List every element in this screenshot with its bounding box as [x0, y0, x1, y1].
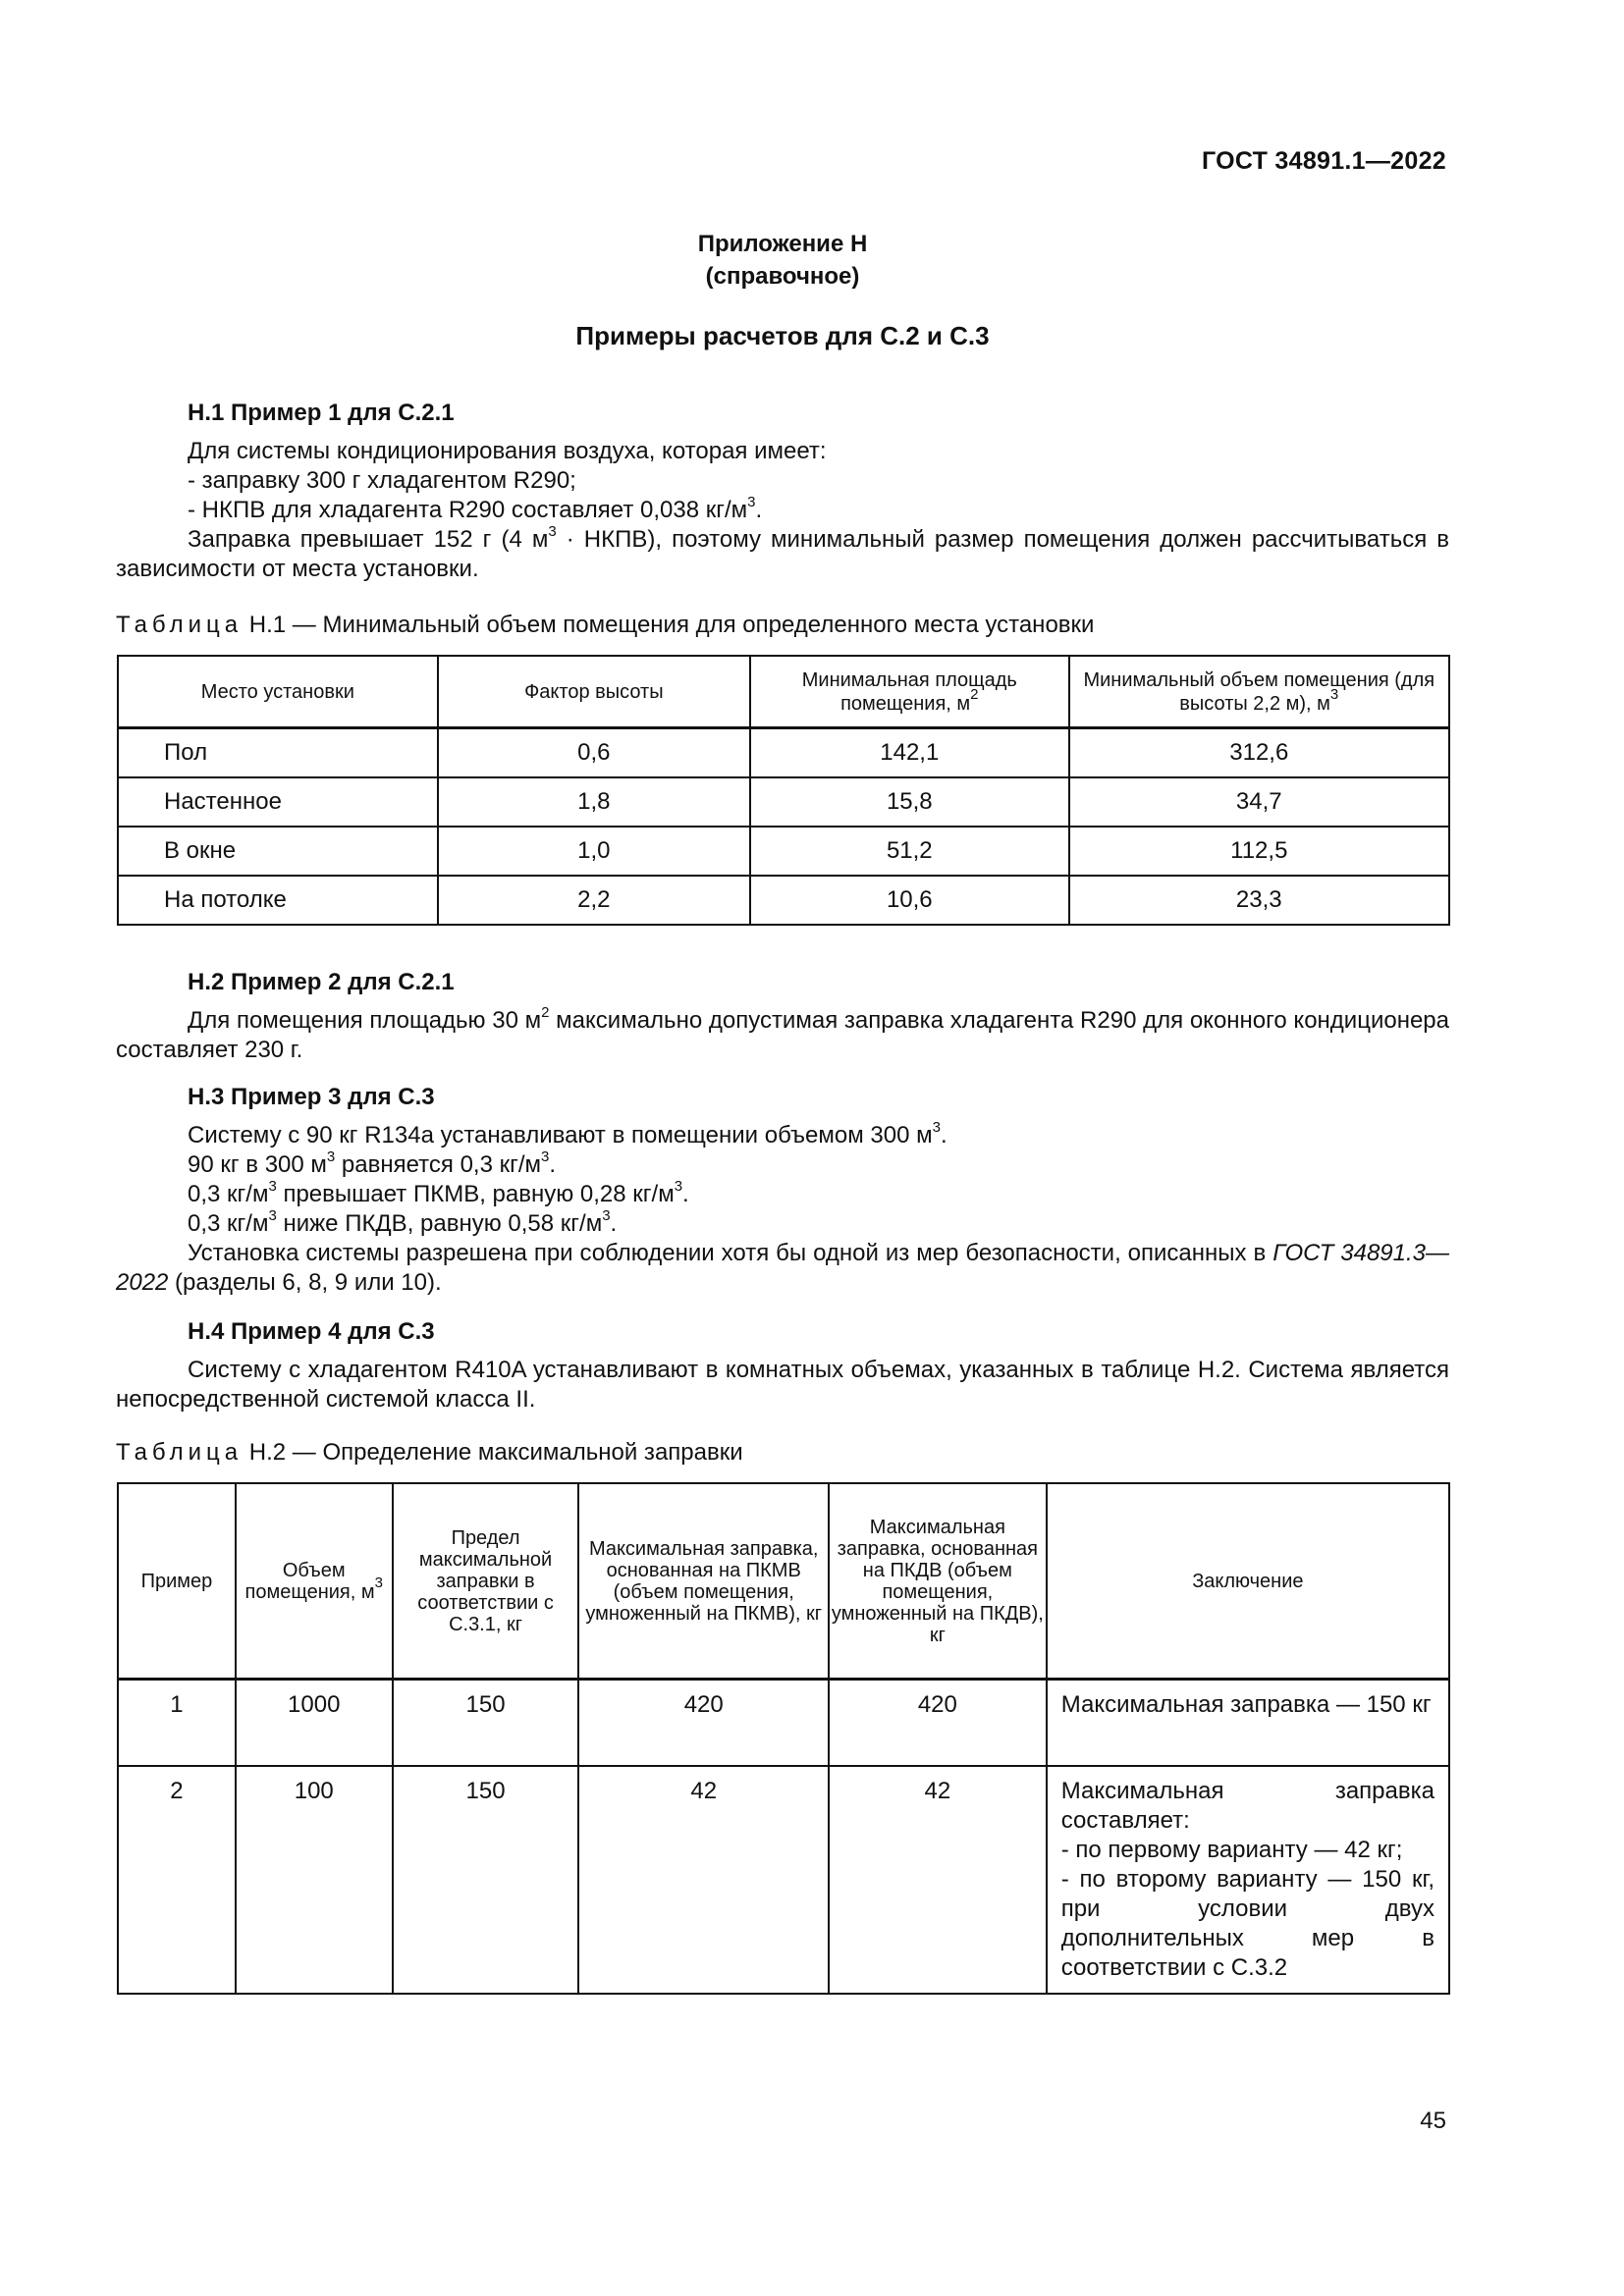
- section-h3-line1: [116, 1121, 1449, 1150]
- annex-heading: Примеры расчетов для С.2 и С.3: [575, 321, 990, 350]
- superscript: 3: [268, 1207, 277, 1224]
- table1-header-min-volume-text: Минимальный объем помещения (для высоты 2,2 м), м: [1083, 668, 1435, 715]
- table2-cell-pkmv: 420: [578, 1680, 829, 1767]
- table1-cell-area: 142,1: [750, 728, 1069, 778]
- table2-cell-example: 1: [118, 1680, 236, 1767]
- table1-caption-text: Н.1 — Минимальный объем помещения для определенного места установки: [248, 612, 1095, 638]
- superscript: 3: [932, 1119, 941, 1136]
- period: .: [610, 1210, 618, 1237]
- page-number: 45: [1420, 2108, 1446, 2134]
- section-h1-heading: Н.1 Пример 1 для С.2.1: [188, 400, 455, 426]
- table1-cell-factor: 1,8: [438, 777, 750, 827]
- section-h3-line5-text: Установка системы разрешена при соблюдении хотя бы одной из мер безопасности, описанных в: [188, 1240, 1267, 1266]
- table1-header-min-volume: [1069, 656, 1449, 728]
- table2-caption-word: Таблица: [116, 1439, 244, 1466]
- section-h4: [116, 1317, 1449, 1415]
- table-max-charge: [117, 1482, 1450, 1995]
- section-h4-heading: Н.4 Пример 4 для С.3: [188, 1318, 435, 1345]
- section-h3-line4-b: ниже ПКДВ, равную 0,58 кг/м: [276, 1210, 603, 1237]
- table1-cell-area: 15,8: [750, 777, 1069, 827]
- section-h3-line2: [116, 1150, 1449, 1180]
- superscript: 3: [747, 494, 756, 510]
- section-h2-heading: Н.2 Пример 2 для С.2.1: [188, 969, 455, 995]
- table2-cell-volume: 1000: [236, 1680, 393, 1767]
- table1-cell-location: Пол: [118, 728, 438, 778]
- document-code: ГОСТ 34891.1—2022: [1201, 147, 1446, 175]
- superscript: 2: [541, 1004, 550, 1021]
- table-row: [118, 1680, 1449, 1767]
- table2-cell-conclusion: [1047, 1680, 1449, 1767]
- section-h1-line2: - заправку 300 г хладагентом R290;: [188, 467, 576, 494]
- section-h2-text-post: максимально допустимая заправка хладагента R290 для оконного кондиционера составляет 230 г.: [116, 1007, 1449, 1063]
- table1-cell-area: 10,6: [750, 876, 1069, 925]
- table1-cell-factor: 0,6: [438, 728, 750, 778]
- table-row: [118, 827, 1449, 876]
- table2-header-max-pkmv: Максимальная заправка, основанная на ПКМВ (объем помещения, умноженный на ПКМВ), кг: [578, 1483, 829, 1680]
- table2-caption: [116, 1439, 743, 1467]
- table2-header-row: [118, 1483, 1449, 1680]
- table1-cell-volume: 34,7: [1069, 777, 1449, 827]
- superscript: 3: [541, 1148, 550, 1165]
- table1-cell-factor: 1,0: [438, 827, 750, 876]
- section-h1-line3-text: - НКПВ для хладагента R290 составляет 0,038 кг/м: [188, 497, 748, 523]
- section-h3-line5: [116, 1239, 1449, 1298]
- table2-cell-pkdv: 42: [829, 1766, 1047, 1994]
- table2-header-limit: Предел максимальной заправки в соответствии с С.3.1, кг: [393, 1483, 579, 1680]
- table1-header-min-area-text: Минимальная площадь помещения, м: [801, 668, 1017, 715]
- period: .: [940, 1122, 947, 1148]
- table2-header-conclusion: Заключение: [1047, 1483, 1449, 1680]
- table1-cell-area: 51,2: [750, 827, 1069, 876]
- section-h1: [116, 399, 1449, 584]
- table-row: [118, 876, 1449, 925]
- superscript: 3: [326, 1148, 336, 1165]
- table1-header-row: [118, 656, 1449, 728]
- annex-title: Приложение Н: [697, 231, 868, 257]
- superscript: 3: [1329, 685, 1339, 703]
- table-row: [118, 1766, 1449, 1994]
- section-h1-line4-text: Заправка превышает 152 г (4 м: [188, 526, 549, 553]
- standard-reference: ГОСТ 34891.3—2022: [116, 1240, 1450, 1296]
- section-h2-text-pre: Для помещения площадью 30 м: [188, 1007, 542, 1034]
- table1-cell-factor: 2,2: [438, 876, 750, 925]
- table1-cell-location: В окне: [118, 827, 438, 876]
- superscript: 3: [548, 523, 557, 540]
- table2-cell-pkdv: 420: [829, 1680, 1047, 1767]
- section-h3-line2-a: 90 кг в 300 м: [188, 1151, 327, 1178]
- superscript: 3: [674, 1178, 683, 1195]
- conclusion-line: Максимальная заправка составляет:: [1060, 1778, 1435, 1834]
- table2-header-volume-text: Объем помещения, м: [244, 1559, 375, 1603]
- table2-cell-conclusion: [1047, 1766, 1449, 1994]
- section-h3: [116, 1083, 1449, 1298]
- superscript: 2: [970, 685, 979, 703]
- section-h1-line1: Для системы кондиционирования воздуха, которая имеет:: [188, 438, 827, 464]
- table1-cell-volume: 112,5: [1069, 827, 1449, 876]
- section-h3-line3-b: превышает ПКМВ, равную 0,28 кг/м: [276, 1181, 675, 1207]
- table1-cell-location: На потолке: [118, 876, 438, 925]
- section-h3-line5-tail: (разделы 6, 8, 9 или 10).: [168, 1269, 442, 1296]
- superscript: 3: [374, 1574, 383, 1591]
- table1-header-height-factor: Фактор высоты: [438, 656, 750, 728]
- table1-header-location: Место установки: [118, 656, 438, 728]
- annex-subtitle: (справочное): [705, 263, 860, 290]
- section-h3-line4-a: 0,3 кг/м: [188, 1210, 269, 1237]
- table2-header-volume: [236, 1483, 393, 1680]
- table2-cell-pkmv: 42: [578, 1766, 829, 1994]
- period: .: [755, 497, 763, 523]
- section-h1-line4-tail: · НКПВ), поэтому минимальный размер помещения должен рассчитываться в зависимости от места установки.: [116, 526, 1449, 582]
- superscript: 3: [268, 1178, 277, 1195]
- table2-header-max-pkdv: Максимальная заправка, основанная на ПКДВ (объем помещения, умноженный на ПКДВ), кг: [829, 1483, 1047, 1680]
- table1-caption-word: Таблица: [116, 612, 244, 638]
- section-h3-heading: Н.3 Пример 3 для С.3: [188, 1084, 435, 1110]
- table1-cell-volume: 312,6: [1069, 728, 1449, 778]
- section-h3-line1-text: Систему с 90 кг R134a устанавливают в помещении объемом 300 м: [188, 1122, 933, 1148]
- section-h2-text: [116, 1006, 1449, 1065]
- section-h1-line4: [116, 525, 1449, 584]
- section-h1-line3: [116, 496, 1449, 525]
- table-row: [118, 777, 1449, 827]
- table2-caption-text: Н.2 — Определение максимальной заправки: [248, 1439, 743, 1466]
- conclusion-line: Максимальная заправка — 150 кг: [1060, 1691, 1432, 1718]
- conclusion-line: - по первому варианту — 42 кг;: [1060, 1837, 1403, 1863]
- section-h3-line3: [116, 1180, 1449, 1209]
- table2-cell-volume: 100: [236, 1766, 393, 1994]
- table-min-room-volume: [117, 655, 1450, 926]
- table2-cell-example: 2: [118, 1766, 236, 1994]
- conclusion-line: - по второму варианту — 150 кг, при условии двух дополнительных мер в соответствии с С.3.2: [1060, 1866, 1435, 1981]
- section-h2: [116, 968, 1449, 1065]
- table2-header-example: Пример: [118, 1483, 236, 1680]
- table1-cell-location: Настенное: [118, 777, 438, 827]
- table-row: [118, 728, 1449, 778]
- superscript: 3: [602, 1207, 611, 1224]
- table1-cell-volume: 23,3: [1069, 876, 1449, 925]
- period: .: [549, 1151, 557, 1178]
- section-h4-text: Систему с хладагентом R410A устанавливают в комнатных объемах, указанных в таблице Н.2. Система является непосредственной системой класса II.: [116, 1357, 1449, 1413]
- section-h3-line4: [116, 1209, 1449, 1239]
- section-h3-line2-b: равняется 0,3 кг/м: [335, 1151, 542, 1178]
- table2-cell-limit: 150: [393, 1766, 579, 1994]
- section-h3-line3-a: 0,3 кг/м: [188, 1181, 269, 1207]
- table1-caption: [116, 612, 1094, 639]
- table1-header-min-area: [750, 656, 1069, 728]
- table2-cell-limit: 150: [393, 1680, 579, 1767]
- period: .: [682, 1181, 689, 1207]
